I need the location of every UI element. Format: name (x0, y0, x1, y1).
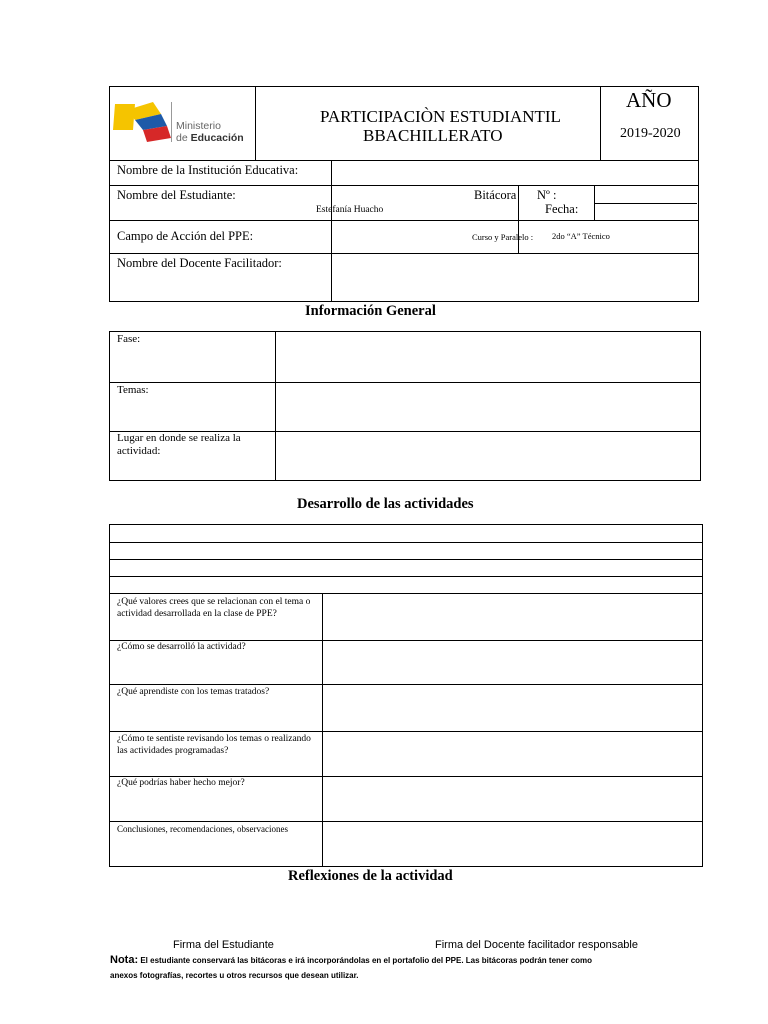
firma-estudiante-label: Firma del Estudiante (173, 939, 274, 951)
logo-text-prefix: de (176, 132, 191, 144)
header-bottom-line (109, 160, 699, 161)
numero-label: Nº : (537, 188, 557, 202)
ministerio-logo (113, 100, 253, 146)
lugar-label-line2: actividad: (117, 445, 161, 457)
info-general-table (109, 331, 701, 481)
desarrollo-title: Desarrollo de las actividades (297, 496, 474, 512)
desarrollo-line-c (109, 576, 703, 577)
nota-line2: anexos fotografías, recortes u otros recursos que desean utilizar. (110, 971, 359, 980)
question-6: Conclusiones, recomendaciones, observaciones (117, 824, 288, 834)
curso-label: Curso y Paralelo : (472, 232, 534, 242)
fecha-label: Fecha: (545, 202, 579, 216)
nota-text-1: El estudiante conservará las bitácoras e irá incorporándolas en el portafolio del PPE. Las bitácoras podrán tener como (138, 956, 593, 965)
desarrollo-line-q3 (109, 731, 703, 732)
question-3: ¿Qué aprendiste con los temas tratados? (117, 687, 270, 697)
campo-label: Campo de Acción del PPE: (117, 229, 254, 243)
info-general-title: Información General (305, 303, 436, 319)
curso-value: 2do “A” Técnico (552, 231, 610, 241)
info-general-col-divider (275, 331, 276, 481)
nota-line1 (110, 954, 592, 966)
institucion-label: Nombre de la Institución Educativa: (117, 163, 299, 177)
question-1: ¿Qué valores crees que se relacionan con el tema o actividad desarrollada en la clase de PPE? (117, 597, 311, 619)
bitacora-label: Bitácora (474, 188, 517, 202)
info-line-2 (109, 220, 699, 221)
docente-label: Nombre del Docente Facilitador: (117, 256, 282, 270)
page-title-line2: BBACHILLERATO (363, 126, 503, 145)
question-5: ¿Qué podrías haber hecho mejor? (117, 778, 245, 788)
header-divider-year (600, 86, 601, 161)
desarrollo-line-b (109, 559, 703, 560)
page-title-line1: PARTICIPACIÒN ESTUDIANTIL (320, 107, 561, 126)
desarrollo-line-d (109, 593, 703, 594)
logo-text-line2 (176, 132, 244, 144)
fase-label: Fase: (117, 333, 141, 345)
ministerio-logo-icon (113, 100, 175, 146)
year-value: 2019-2020 (620, 126, 681, 141)
nota-label: Nota: (110, 954, 139, 966)
info-line-3 (109, 253, 699, 254)
info-general-line-1 (109, 382, 701, 383)
firma-docente-label: Firma del Docente facilitador responsable (435, 939, 638, 951)
question-4: ¿Cómo te sentiste revisando los temas o realizando las actividades programadas? (117, 734, 311, 756)
lugar-label-line1: Lugar en donde se realiza la (117, 432, 241, 444)
header-divider-logo (255, 86, 256, 161)
desarrollo-line-q2 (109, 684, 703, 685)
logo-text-line1: Ministerio (176, 120, 221, 132)
temas-label: Temas: (117, 384, 149, 396)
reflexiones-title: Reflexiones de la actividad (288, 868, 453, 884)
estudiante-label: Nombre del Estudiante: (117, 188, 236, 202)
desarrollo-line-q5 (109, 821, 703, 822)
estudiante-value: Estefanía Huacho (316, 205, 384, 215)
info-line-1 (109, 185, 699, 186)
question-2: ¿Cómo se desarrolló la actividad? (117, 642, 246, 652)
info-col-divider (331, 160, 332, 302)
bitacora-divider (518, 185, 519, 253)
desarrollo-line-a (109, 542, 703, 543)
logo-text-bold: Educación (190, 132, 244, 144)
fecha-line (594, 203, 697, 204)
year-label: AÑO (626, 88, 672, 112)
